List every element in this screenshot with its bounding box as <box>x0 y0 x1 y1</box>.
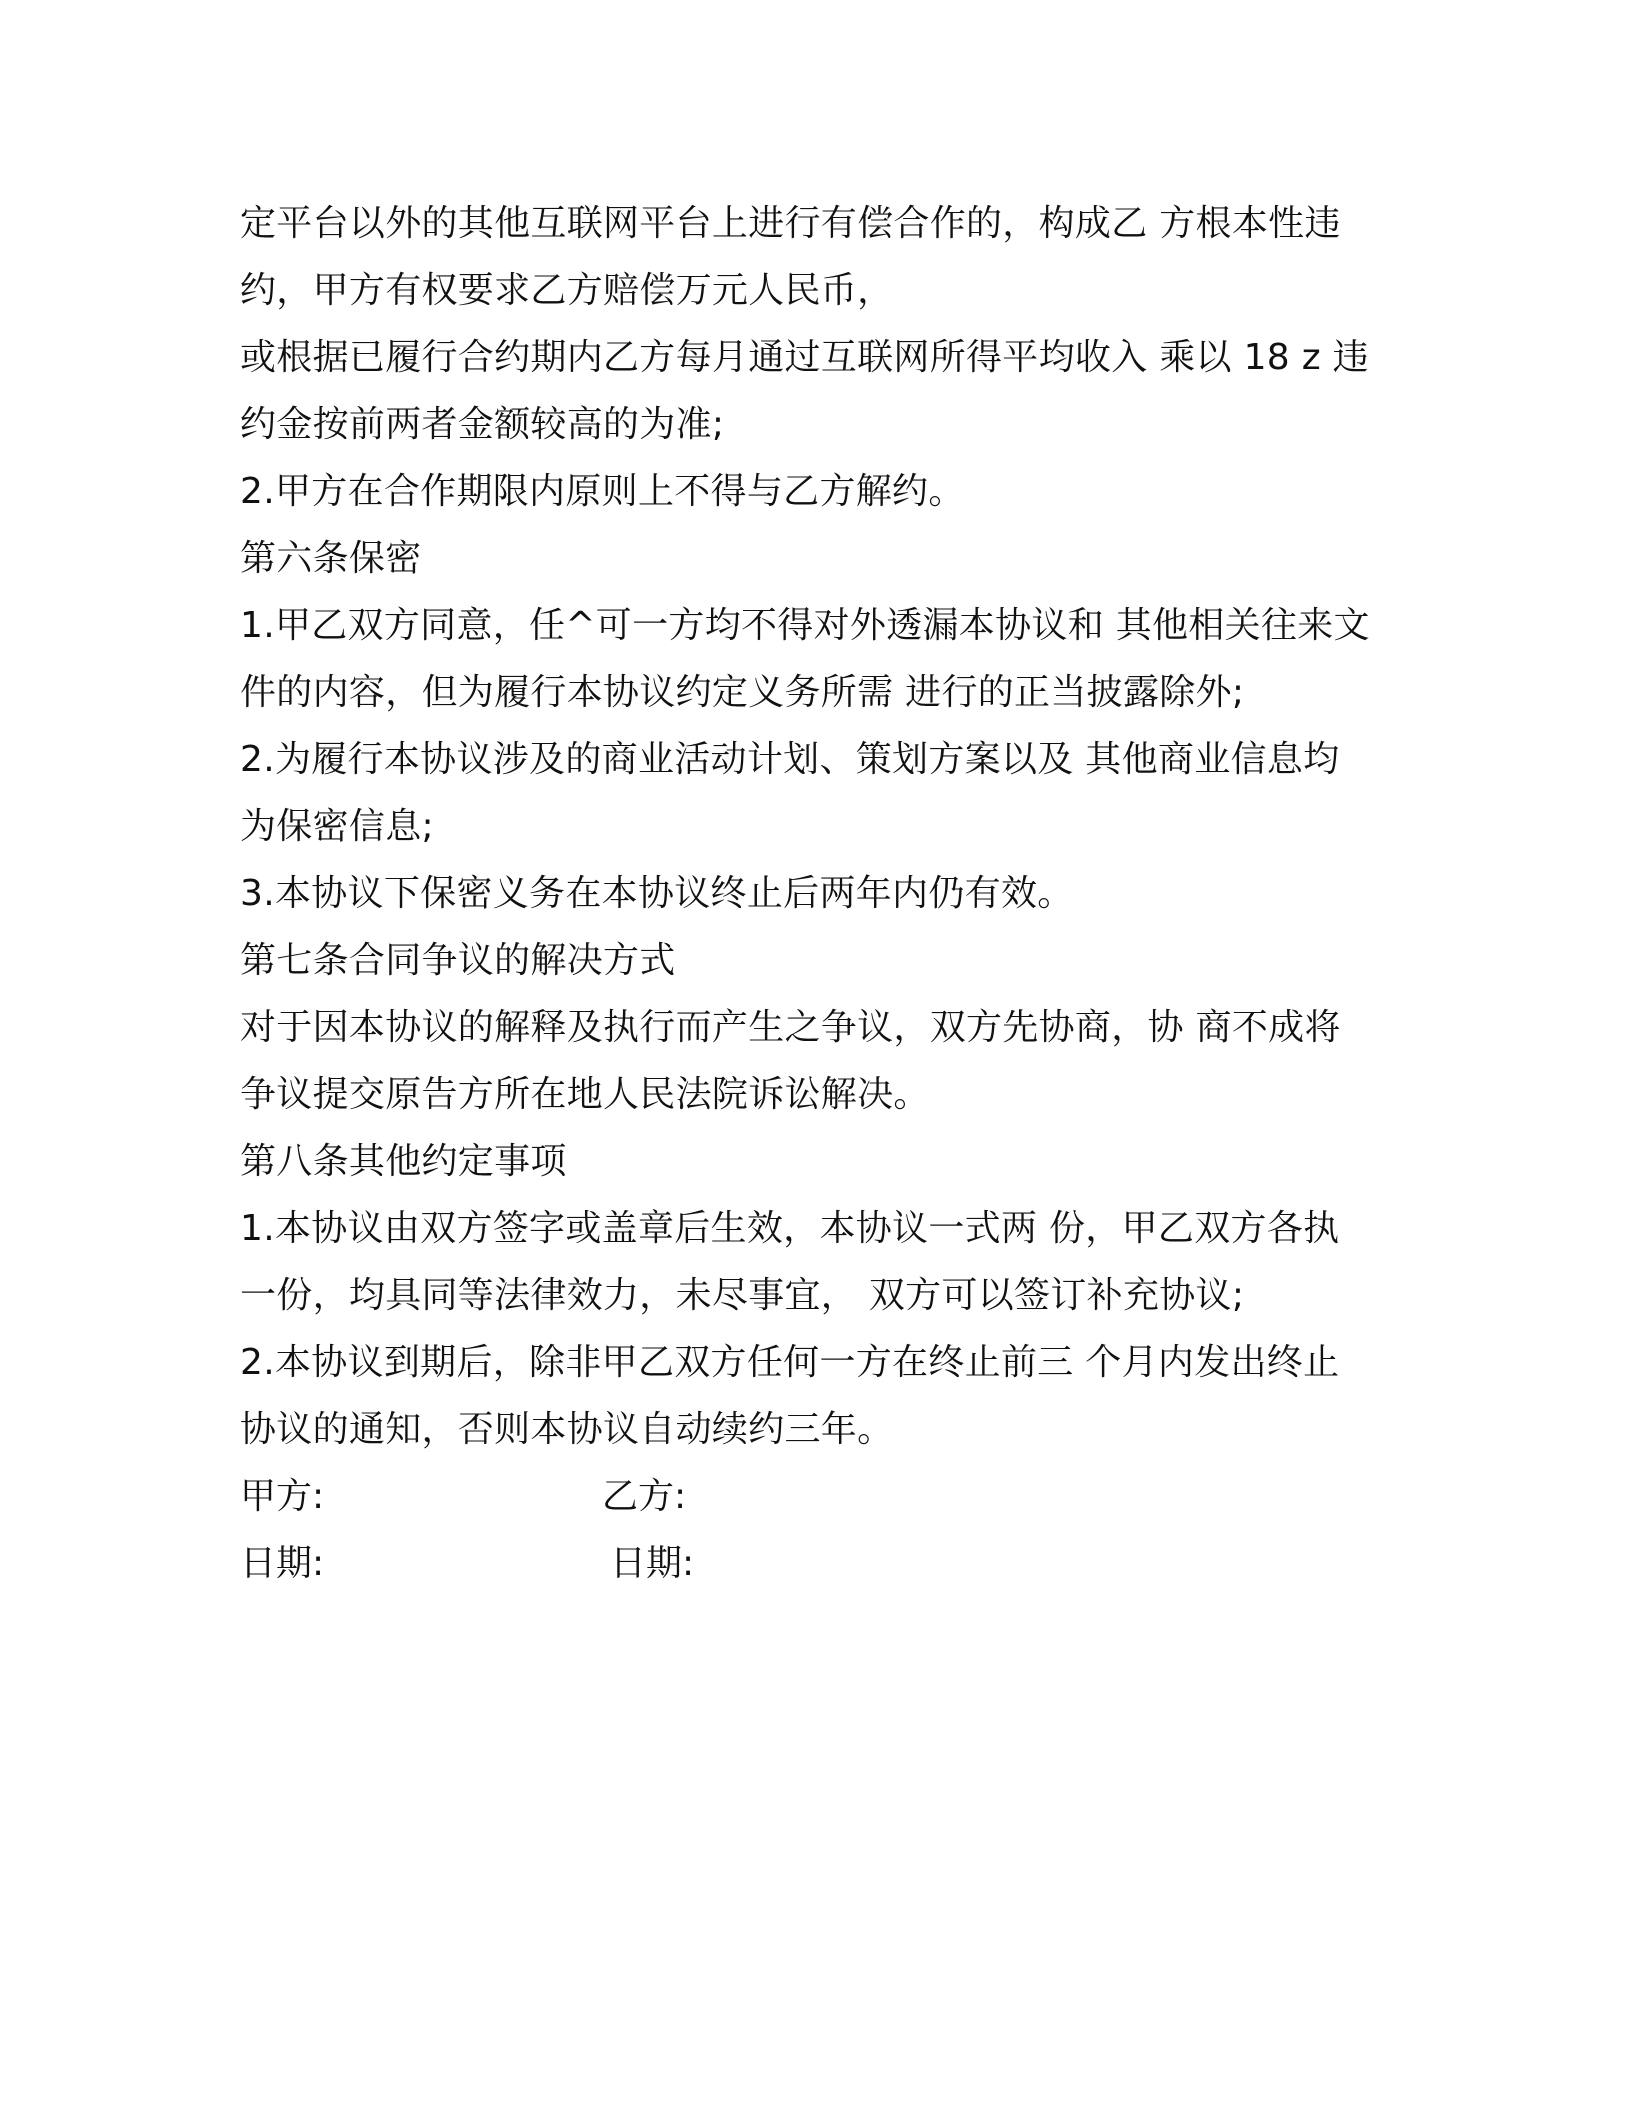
clause-item: 2.甲方在合作期限内原则上不得与乙方解约。 <box>240 471 965 512</box>
section-heading-confidentiality: 第六条保密 <box>240 538 422 579</box>
party-b-label: 乙方: <box>602 1476 687 1517</box>
clause-item: 2.本协议到期后，除非甲乙双方任何一方在终止前三 个月内发出终止 <box>240 1342 1340 1383</box>
text-line: 约，甲方有权要求乙方赔偿万元人民币， <box>240 270 894 311</box>
date-b-label: 日期: <box>610 1543 695 1584</box>
text-line: 争议提交原告方所在地人民法院诉讼解决。 <box>240 1074 930 1115</box>
text-line: 约金按前两者金额较高的为准; <box>240 404 725 445</box>
section-heading-other-terms: 第八条其他约定事项 <box>240 1141 567 1182</box>
text-line: 为保密信息; <box>240 806 434 847</box>
signature-row-parties <box>240 1463 1400 1530</box>
signature-row-dates <box>240 1530 1400 1597</box>
clause-item: 2.为履行本协议涉及的商业活动计划、策划方案以及 其他商业信息均 <box>240 739 1340 780</box>
text-line: 定平台以外的其他互联网平台上进行有偿合作的，构成乙 方根本性违 <box>240 203 1341 244</box>
clause-item: 3.本协议下保密义务在本协议终止后两年内仍有效。 <box>240 873 1074 914</box>
text-line: 件的内容，但为履行本协议约定义务所需 进行的正当披露除外; <box>240 672 1245 713</box>
text-line: 协议的通知，否则本协议自动续约三年。 <box>240 1409 894 1450</box>
date-a-label: 日期: <box>240 1543 325 1584</box>
text-line: 一份，均具同等法律效力，未尽事宜， 双方可以签订补充协议; <box>240 1275 1245 1316</box>
text-line: 对于因本协议的解释及执行而产生之争议，双方先协商，协 商不成将 <box>240 1007 1341 1048</box>
clause-item: 1.本协议由双方签字或盖章后生效，本协议一式两 份，甲乙双方各执 <box>240 1208 1340 1249</box>
clause-item: 1.甲乙双方同意，任^可一方均不得对外透漏本协议和 其他相关往来文 <box>240 605 1370 646</box>
party-a-label: 甲方: <box>240 1476 325 1517</box>
text-line: 或根据已履行合约期内乙方每月通过互联网所得平均收入 乘以 18 z 违 <box>240 337 1369 378</box>
document-body <box>240 190 1400 1597</box>
section-heading-dispute-resolution: 第七条合同争议的解决方式 <box>240 940 676 981</box>
